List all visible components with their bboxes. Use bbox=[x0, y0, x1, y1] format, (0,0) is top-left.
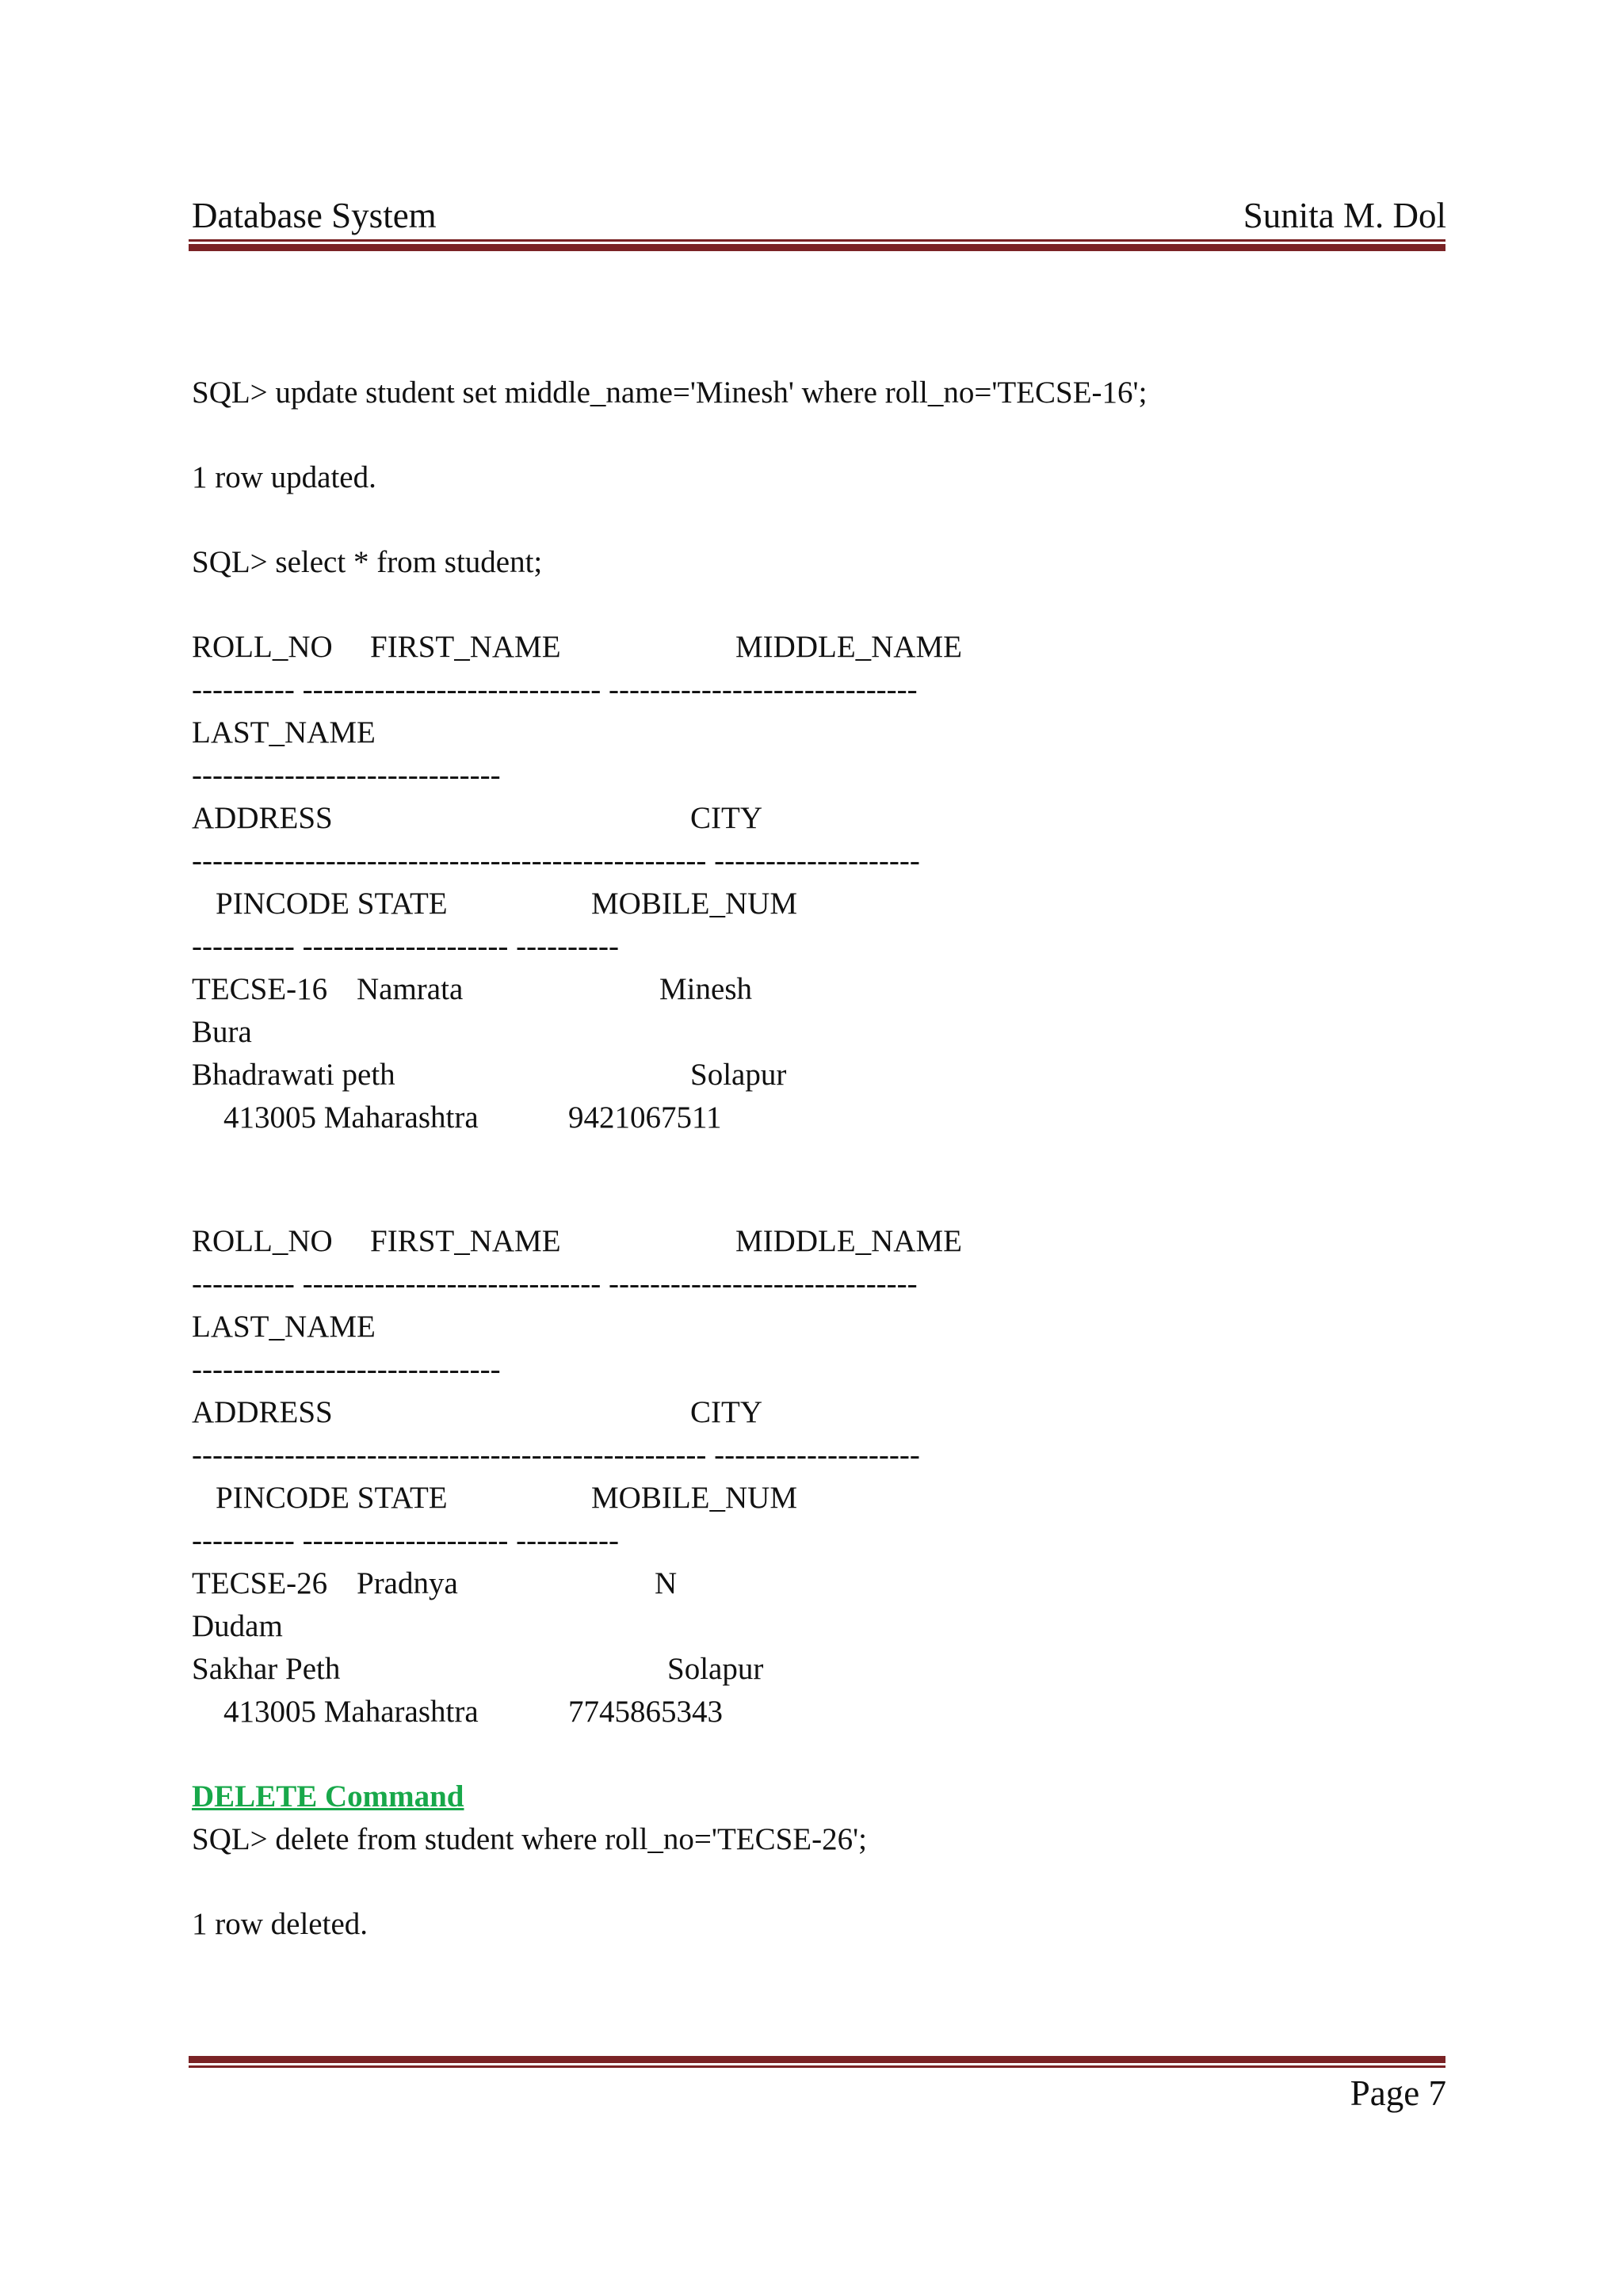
separator-line: ---------- ----------------------------- ------------------------------ bbox=[192, 673, 918, 707]
line-text: 1 row updated. bbox=[192, 460, 376, 494]
separator-line: ---------- -------------------- ---------- bbox=[192, 929, 619, 963]
header-rule-thick bbox=[189, 244, 1445, 251]
cell-mobile-num: 9421067511 bbox=[568, 1100, 722, 1135]
col-header-middle-name: MIDDLE_NAME bbox=[735, 1224, 962, 1258]
header-rule bbox=[189, 239, 1445, 252]
header-title: Database System bbox=[192, 196, 437, 235]
line-text: SQL> select * from student; bbox=[192, 545, 543, 579]
col-header-last-name: LAST_NAME bbox=[192, 715, 376, 749]
cell-address: Bhadrawati peth bbox=[192, 1058, 395, 1092]
col-header-roll-no: ROLL_NO bbox=[192, 630, 333, 664]
sql-update-command bbox=[192, 372, 1147, 414]
cell-roll-no: TECSE-26 bbox=[192, 1566, 328, 1600]
separator-line: ---------- ----------------------------- ------------------------------ bbox=[192, 1267, 918, 1301]
cell-city: Solapur bbox=[667, 1652, 764, 1686]
cell-first-name: Pradnya bbox=[357, 1566, 458, 1600]
col-header-pincode-state: PINCODE STATE bbox=[216, 887, 448, 921]
separator-line: ---------- -------------------- ---------- bbox=[192, 1524, 619, 1558]
cell-roll-no: TECSE-16 bbox=[192, 972, 328, 1006]
col-header-city: CITY bbox=[690, 1395, 762, 1429]
cell-last-name: Dudam bbox=[192, 1609, 283, 1643]
cell-pincode-state: 413005 Maharashtra bbox=[223, 1695, 479, 1729]
separator-line: -------------------------------------------------- -------------------- bbox=[192, 1438, 920, 1472]
col-header-city: CITY bbox=[690, 801, 762, 835]
footer-rule bbox=[189, 2056, 1445, 2069]
line-text: SQL> update student set middle_name='Minesh' where roll_no='TECSE-16'; bbox=[192, 376, 1148, 410]
cell-address: Sakhar Peth bbox=[192, 1652, 341, 1686]
col-header-address: ADDRESS bbox=[192, 1395, 333, 1429]
cell-middle-name: N bbox=[655, 1566, 678, 1600]
col-header-address: ADDRESS bbox=[192, 801, 333, 835]
col-header-middle-name: MIDDLE_NAME bbox=[735, 630, 962, 664]
col-header-last-name: LAST_NAME bbox=[192, 1310, 376, 1344]
update-result bbox=[192, 456, 376, 499]
footer-rule-thin bbox=[189, 2065, 1445, 2068]
cell-pincode-state: 413005 Maharashtra bbox=[223, 1100, 479, 1135]
header-author: Sunita M. Dol bbox=[1243, 196, 1446, 235]
cell-mobile-num: 7745865343 bbox=[568, 1695, 723, 1729]
separator-line: -------------------------------------------------- -------------------- bbox=[192, 844, 920, 878]
header-rule-thin bbox=[189, 239, 1445, 242]
col-header-first-name: FIRST_NAME bbox=[370, 1224, 561, 1258]
cell-first-name: Namrata bbox=[357, 972, 464, 1006]
col-header-first-name: FIRST_NAME bbox=[370, 630, 561, 664]
col-header-pincode-state: PINCODE STATE bbox=[216, 1481, 448, 1515]
page-number: Page 7 bbox=[1350, 2073, 1446, 2113]
sql-delete-command: SQL> delete from student where roll_no='TECSE-26'; bbox=[192, 1822, 867, 1856]
footer-rule-thick bbox=[189, 2056, 1445, 2063]
separator-line: ------------------------------ bbox=[192, 1352, 501, 1386]
cell-middle-name: Minesh bbox=[659, 972, 752, 1006]
col-header-mobile-num: MOBILE_NUM bbox=[591, 887, 797, 921]
sql-select-command bbox=[192, 541, 542, 584]
col-header-roll-no: ROLL_NO bbox=[192, 1224, 333, 1258]
cell-city: Solapur bbox=[690, 1058, 787, 1092]
col-header-mobile-num: MOBILE_NUM bbox=[591, 1481, 797, 1515]
delete-result: 1 row deleted. bbox=[192, 1907, 369, 1941]
cell-last-name: Bura bbox=[192, 1015, 252, 1049]
separator-line: ------------------------------ bbox=[192, 758, 501, 792]
section-heading-delete-command: DELETE Command bbox=[192, 1779, 464, 1814]
